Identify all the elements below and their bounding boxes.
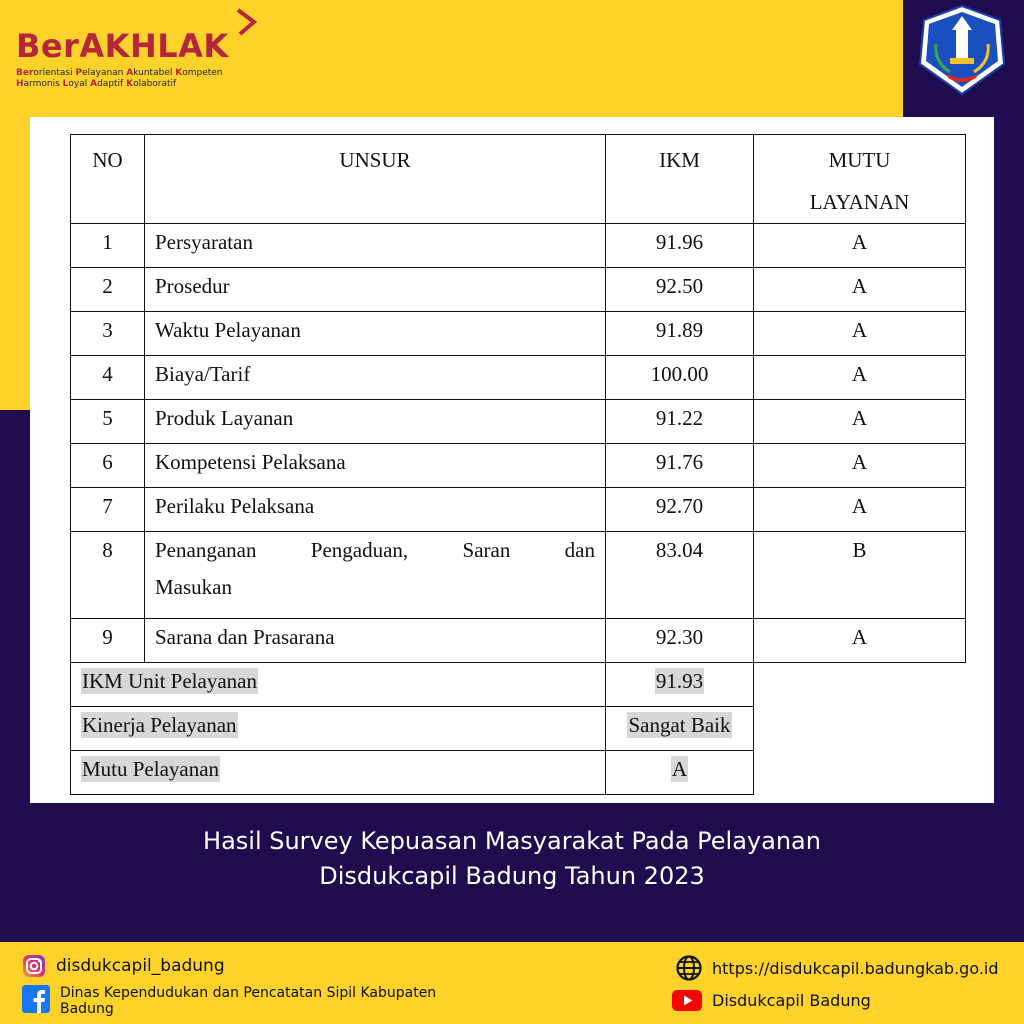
header-mutu-layanan: MUTU LAYANAN xyxy=(754,135,966,224)
caption xyxy=(0,824,1024,894)
table-row xyxy=(71,532,966,619)
tagline-rest: armonis xyxy=(23,79,63,89)
instagram-handle: disdukcapil_badung xyxy=(56,956,225,976)
row-unsur: Waktu Pelayanan xyxy=(145,312,606,356)
tagline-line-1 xyxy=(16,68,229,79)
row-mutu: A xyxy=(754,312,966,356)
row-unsur: Produk Layanan xyxy=(145,400,606,444)
youtube-link[interactable] xyxy=(672,990,871,1011)
table-row xyxy=(71,268,966,312)
tagline-initial: A xyxy=(90,79,98,89)
tagline-initial: P xyxy=(75,68,83,78)
tagline-rest: orientasi xyxy=(33,68,76,78)
row-no: 8 xyxy=(71,532,145,619)
tagline-rest: oyal xyxy=(68,79,91,89)
website-url: https://disdukcapil.badungkab.go.id xyxy=(712,958,999,978)
ikm-table xyxy=(70,134,966,795)
row-ikm: 91.76 xyxy=(606,444,754,488)
summary-row-mutu xyxy=(71,751,966,795)
row-mutu: A xyxy=(754,488,966,532)
row-mutu: B xyxy=(754,532,966,619)
row-unsur-line-2: Masukan xyxy=(155,575,232,599)
row-no: 1 xyxy=(71,224,145,268)
row-unsur: Prosedur xyxy=(145,268,606,312)
instagram-link[interactable] xyxy=(22,954,225,978)
summary-label: Kinerja Pelayanan xyxy=(71,707,606,751)
tagline-initial: K xyxy=(175,68,183,78)
tagline-rest: kuntabel xyxy=(133,68,176,78)
row-mutu: A xyxy=(754,400,966,444)
facebook-link[interactable] xyxy=(22,985,436,1017)
website-link[interactable] xyxy=(676,955,999,981)
row-mutu: A xyxy=(754,356,966,400)
header-no: NO xyxy=(71,135,145,224)
tagline-initial: Ber xyxy=(16,68,34,78)
summary-label: Mutu Pelayanan xyxy=(71,751,606,795)
row-mutu: A xyxy=(754,268,966,312)
table-row xyxy=(71,224,966,268)
tagline-rest: elayanan xyxy=(82,68,127,78)
table-row xyxy=(71,444,966,488)
youtube-channel: Disdukcapil Badung xyxy=(712,991,871,1010)
header-unsur: UNSUR xyxy=(145,135,606,224)
tagline-line-2 xyxy=(16,79,229,90)
row-unsur xyxy=(145,532,606,619)
row-no: 5 xyxy=(71,400,145,444)
summary-label: IKM Unit Pelayanan xyxy=(71,663,606,707)
row-no: 7 xyxy=(71,488,145,532)
summary-value: Sangat Baik xyxy=(606,707,754,751)
row-ikm: 91.96 xyxy=(606,224,754,268)
summary-value: A xyxy=(606,751,754,795)
caption-line-2: Disdukcapil Badung Tahun 2023 xyxy=(319,862,705,890)
tagline-rest: ompeten xyxy=(182,68,223,78)
row-unsur: Kompetensi Pelaksana xyxy=(145,444,606,488)
table-row xyxy=(71,488,966,532)
row-ikm: 91.22 xyxy=(606,400,754,444)
row-ikm: 92.70 xyxy=(606,488,754,532)
row-ikm: 91.89 xyxy=(606,312,754,356)
row-ikm: 92.30 xyxy=(606,619,754,663)
row-ikm: 83.04 xyxy=(606,532,754,619)
summary-row-ikm-unit xyxy=(71,663,966,707)
tagline-rest: daptif xyxy=(97,79,127,89)
tagline-initial: H xyxy=(16,79,24,89)
table-row xyxy=(71,400,966,444)
survey-document xyxy=(30,117,994,803)
table-row xyxy=(71,356,966,400)
facebook-line-2: Badung xyxy=(60,1001,114,1017)
row-unsur: Sarana dan Prasarana xyxy=(145,619,606,663)
row-mutu: A xyxy=(754,444,966,488)
globe-icon xyxy=(676,955,702,981)
row-ikm: 100.00 xyxy=(606,356,754,400)
row-no: 2 xyxy=(71,268,145,312)
tagline-initial: A xyxy=(126,68,134,78)
badung-regency-emblem-icon xyxy=(916,4,1008,96)
instagram-icon xyxy=(22,954,46,978)
summary-value: 91.93 xyxy=(606,663,754,707)
row-unsur: Perilaku Pelaksana xyxy=(145,488,606,532)
facebook-icon xyxy=(22,985,50,1013)
row-unsur: Persyaratan xyxy=(145,224,606,268)
row-unsur-line-1: Penanganan Pengaduan, Saran dan xyxy=(155,538,595,562)
table-row xyxy=(71,312,966,356)
logo-chevron-icon xyxy=(232,8,262,38)
brand-tagline xyxy=(16,68,229,90)
row-unsur: Biaya/Tarif xyxy=(145,356,606,400)
header-ikm: IKM xyxy=(606,135,754,224)
row-ikm: 92.50 xyxy=(606,268,754,312)
row-mutu: A xyxy=(754,224,966,268)
caption-line-1: Hasil Survey Kepuasan Masyarakat Pada Pelayanan xyxy=(203,827,821,855)
row-no: 9 xyxy=(71,619,145,663)
table-header-row xyxy=(71,135,966,224)
row-mutu: A xyxy=(754,619,966,663)
facebook-line-1: Dinas Kependudukan dan Pencatatan Sipil Kabupaten xyxy=(60,985,437,1001)
row-no: 4 xyxy=(71,356,145,400)
row-no: 3 xyxy=(71,312,145,356)
facebook-page-name xyxy=(60,985,436,1017)
tagline-initial: K xyxy=(126,79,134,89)
table-row xyxy=(71,619,966,663)
tagline-initial: L xyxy=(62,79,69,89)
summary-row-kinerja xyxy=(71,707,966,751)
youtube-icon xyxy=(672,990,702,1011)
brand-name: BerAKHLAK xyxy=(16,27,229,65)
berakhlak-logo xyxy=(16,12,229,90)
tagline-rest: olaboratif xyxy=(133,79,177,89)
row-no: 6 xyxy=(71,444,145,488)
